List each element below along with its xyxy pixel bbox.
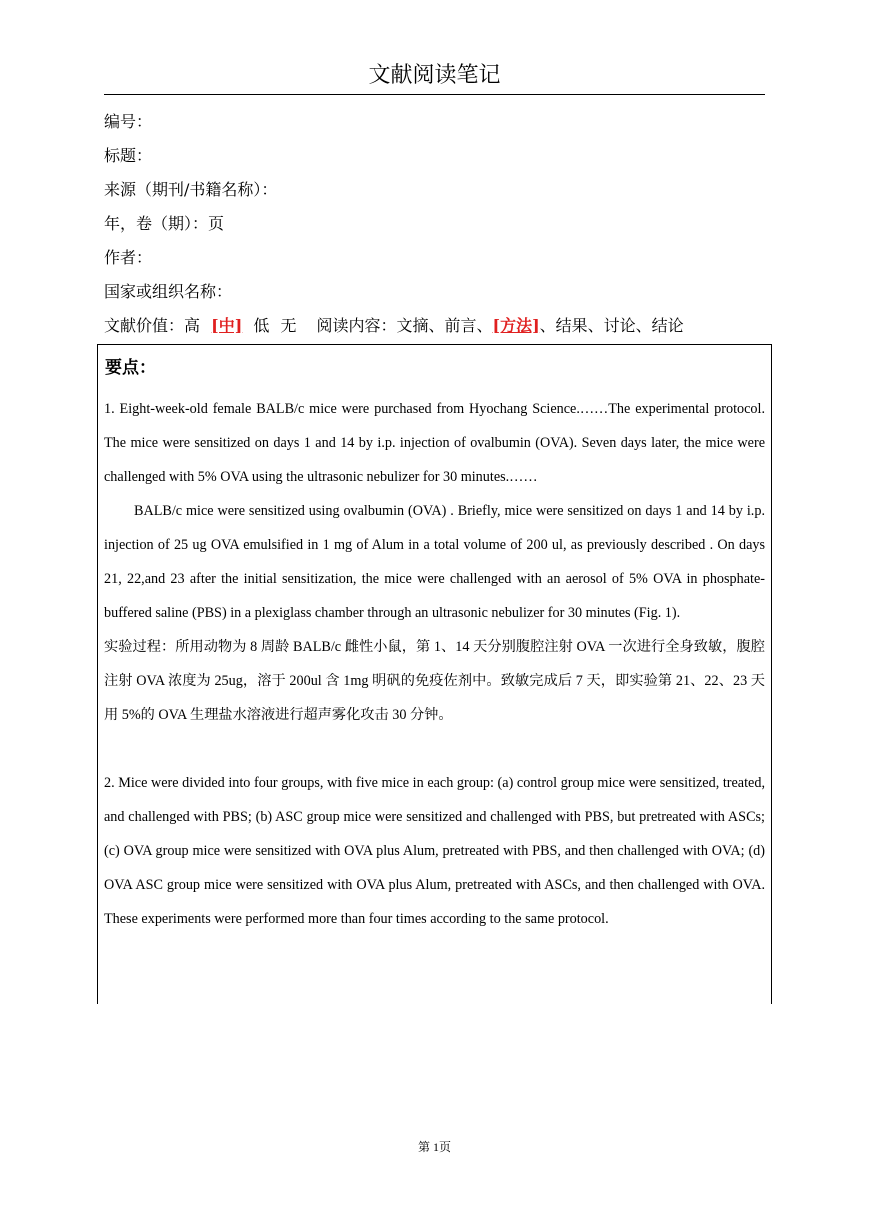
page-title: 文献阅读笔记: [368, 63, 501, 88]
source-field: 来源（期刊/书籍名称）：: [104, 180, 278, 199]
key-point-paragraph: 1. Eight-week-old female BALB/c mice were purchased from Hyochang Science.……The experimental protocol. The mice were sensitized on days 1 and 14 by i.p. injection of ovalbumin (OVA). Seven days later, the mice were challenged with 5% OVA using the ultrasonic nebulizer for 30 minutes.……: [104, 401, 765, 485]
metadata-fields: [104, 105, 765, 343]
blank-line: [104, 732, 765, 766]
year-volume-page-field: 年，卷（期）：页: [104, 214, 225, 233]
key-point-paragraph-chinese: 实验过程：所用动物为 8 周龄 BALB/c 雌性小鼠，第 1、14 天分别腹腔注射 OVA 一次进行全身致敏，腹腔注射 OVA 浓度为 25ug，溶于 200ul 含 1mg 明矾的免疫佐剂中。致敏完成后 7 天，即实验第 21、22、23 天用 5%的 OVA 生理盐水溶液进行超声雾化攻击 30 分钟。: [104, 639, 765, 723]
title-field: 标题：: [104, 146, 153, 165]
number-field: 编号：: [104, 112, 153, 131]
key-points-box: [97, 344, 772, 1004]
key-point-paragraph: 2. Mice were divided into four groups, with five mice in each group: (a) control group mice were sensitized, treated, and challenged with PBS; (b) ASC group mice were sensitized and challenged with PBS, but pretreated with ASCs; (c) OVA group mice were sensitized with OVA plus Alum, pretreated with PBS, and then challenged with OVA; (d) OVA ASC group mice were sensitized with OVA plus Alum, pretreated with ASCs, and then challenged with OVA. These experiments were performed more than four times according to the same protocol.: [104, 775, 765, 927]
page-number: 第 1页: [417, 1140, 451, 1154]
reading-content-rest: 、结果、讨论、结论: [539, 316, 684, 335]
value-option-high: 高: [184, 316, 201, 335]
title-divider: [104, 94, 765, 95]
value-option-low: 低: [253, 316, 270, 335]
value-and-reading-line: [104, 309, 765, 343]
author-field: 作者：: [104, 248, 153, 267]
value-label: 文献价值：: [104, 316, 185, 335]
key-points-heading: 要点：: [105, 358, 156, 378]
key-point-paragraph: BALB/c mice were sensitized using ovalbumin (OVA) . Briefly, mice were sensitized on days 1 and 14 by i.p. injection of 25 ug OVA emulsified in 1 mg of Alum in a total volume of 200 ul, as previously described . On days 21, 22,and 23 after the initial sensitization, the mice were challenged with an aerosol of 5% OVA in phosphate-buffered saline (PBS) in a plexiglass chamber through an ultrasonic nebulizer for 30 minutes (Fig. 1).: [104, 503, 765, 621]
country-org-field: 国家或组织名称：: [104, 282, 233, 301]
value-option-mid-selected: [中]: [211, 316, 243, 335]
value-option-none: 无: [280, 316, 297, 335]
reading-content-label: 阅读内容：文摘、前言、: [316, 316, 493, 335]
reading-option-method-selected: [方法]: [492, 316, 540, 335]
key-points-body: [104, 392, 765, 936]
